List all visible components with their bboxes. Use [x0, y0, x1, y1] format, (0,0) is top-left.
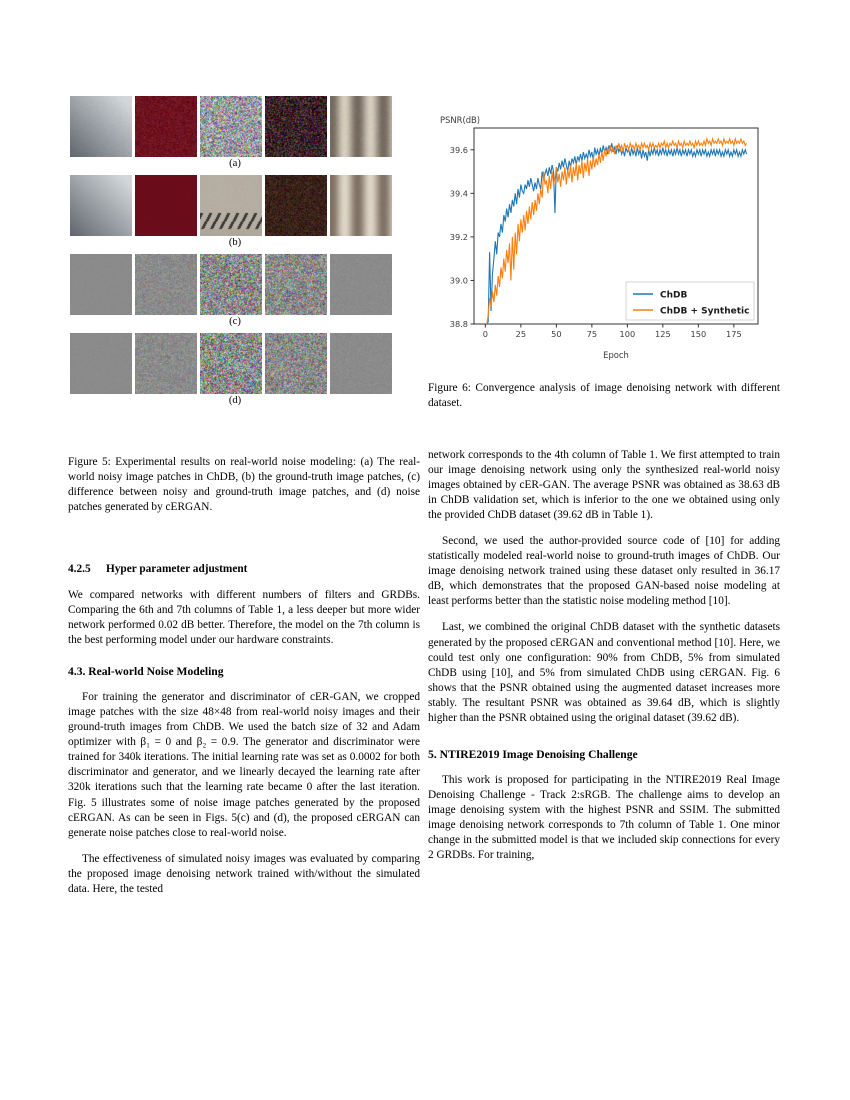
chart-x-tick-label: 0 — [482, 329, 488, 339]
patch-b-3 — [200, 175, 262, 236]
patch-d-5 — [330, 333, 392, 394]
patch-c-5 — [330, 254, 392, 315]
figure-5-caption-block — [68, 455, 420, 515]
spacer — [68, 577, 420, 588]
convergence-line-chart — [432, 112, 772, 364]
patch-a-3 — [200, 96, 262, 157]
chart-legend-label-2: ChDB + Synthetic — [660, 306, 750, 317]
spacer — [428, 609, 780, 620]
chart-y-tick-label: 39.4 — [449, 188, 468, 199]
figure-5-caption: Figure 5: Experimental results on real-world noise modeling: (a) The real-world noisy image patches in ChDB, (b) the ground-truth image patches, (c) difference between noisy and ground-truth image patches, and (d) noise patches generated by cERGAN. — [68, 456, 420, 514]
patch-row-a — [70, 96, 400, 157]
patch-a-4 — [265, 96, 327, 157]
paragraph-r4: This work is proposed for participating in the NTIRE2019 Real Image Denoising Challenge - Track 2:sRGB. The challenge aims to develop an image denoising system with the highest PSNR and SSIM. The submitted image denoising network corresponds to 7th column of Table 1. One minor change in the submitted model is that we included skip connections for every 2 GRDBs. For training, — [428, 773, 780, 862]
section-5-heading: 5. NTIRE2019 Image Denoising Challenge — [428, 747, 638, 761]
spacer — [428, 523, 780, 534]
subsection-4-2-5-title: Hyper parameter adjustment — [106, 563, 248, 575]
subsection-4-2-5-number: 4.2.5 — [68, 563, 91, 575]
figure-5-patch-grid — [70, 96, 400, 412]
patch-row-c — [70, 254, 400, 315]
patch-b-4 — [265, 175, 327, 236]
chart-x-tick-label: 150 — [690, 329, 707, 339]
chart-x-axis-label: Epoch — [603, 350, 629, 360]
patch-a-1 — [70, 96, 132, 157]
patch-d-3 — [200, 333, 262, 394]
patch-c-1 — [70, 254, 132, 315]
patch-b-2 — [135, 175, 197, 236]
patch-row-d — [70, 333, 400, 394]
paragraph-4-3-2: The effectiveness of simulated noisy images was evaluated by comparing the proposed image denoising network trained with/without the simulated data. Here, the tested — [68, 852, 420, 895]
paragraph-r1: network corresponds to the 4th column of Table 1. We first attempted to train our image denoising network using only the synthesized real-world noisy images obtained by cER-GAN. The average PSNR was obtained as 38.63 dB in ChDB validation set, which is inferior to the one we obtained using only the provided ChDB dataset (39.62 dB in Table 1). — [428, 449, 780, 522]
figure5-row-label-d: (d) — [228, 395, 242, 406]
chart-legend-label-1: ChDB — [660, 290, 688, 301]
chart-y-axis-label: PSNR(dB) — [440, 115, 481, 125]
chart-x-tick-label: 175 — [726, 329, 742, 339]
paragraph-r2: Second, we used the author-provided source code of [10] for adding statistically modeled real-world noise to ground-truth images of ChDB. Our image denoising network trained using these dataset only resulted in 36.17 dB, which demonstrates that the proposed GAN-based noise modeling at least performs better than the statistic noise modeling method [10]. — [428, 535, 780, 608]
spacer — [68, 648, 420, 664]
figure-6-convergence-chart — [432, 112, 772, 364]
figure5-row-label-a: (a) — [229, 158, 241, 169]
patch-c-2 — [135, 254, 197, 315]
patch-c-4 — [265, 254, 327, 315]
patch-d-2 — [135, 333, 197, 394]
spacer — [68, 679, 420, 690]
right-column-body — [428, 448, 780, 863]
chart-y-tick-label: 39.6 — [449, 144, 468, 155]
chart-x-tick-label: 100 — [619, 329, 636, 339]
figure5-row-label-b: (b) — [228, 237, 242, 248]
patch-a-2 — [135, 96, 197, 157]
subsection-4-2-5-heading — [68, 562, 420, 577]
section-4-3-heading: 4.3. Real-world Noise Modeling — [68, 665, 224, 679]
chart-x-tick-label: 75 — [586, 329, 598, 339]
chart-x-tick-label: 125 — [655, 329, 671, 339]
chart-y-tick-label: 38.8 — [449, 319, 468, 329]
chart-x-tick-label: 50 — [551, 329, 562, 339]
left-column-body — [68, 562, 420, 897]
spacer — [428, 726, 780, 747]
figure-6-caption: Figure 6: Convergence analysis of image denoising network with different dataset. — [428, 382, 780, 410]
chart-x-tick-label: 25 — [515, 329, 527, 339]
patch-d-1 — [70, 333, 132, 394]
patch-b-1 — [70, 175, 132, 236]
paragraph-4-2-5: We compared networks with different numbers of filters and GRDBs. Comparing the 6th and 7th columns of Table 1, a less deeper but more wider network performed 0.02 dB better. Therefore, the model on the 7th column is the best performing model under our hardware constraints. — [68, 589, 420, 647]
figure-6-caption-block — [428, 381, 780, 411]
patch-a-5 — [330, 96, 392, 157]
patch-d-4 — [265, 333, 327, 394]
paragraph-r3: Last, we combined the original ChDB dataset with the synthetic datasets generated by the proposed cERGAN and conventional method [10]. Here, we could test only one configuration: 90% from ChDB, 5% from simulated ChDB using [10], and 5% from simulated ChDB using cERGAN. Fig. 6 shows that the PSNR obtained using the augmented dataset increases more stably. The resultant PSNR was obtained as 39.64 dB, which is slightly higher than the PSNR obtained using the original dataset (39.62 dB). — [428, 621, 780, 724]
patch-c-3 — [200, 254, 262, 315]
paragraph-4-3-1: For training the generator and discriminator of cER-GAN, we cropped image patches with the size 48×48 from real-world noisy images and their ground-truth images from ChDB. We used the batch size of 32 and Adam optimizer with β₁ = 0 and β₂ = 0.9. The generator and discriminator were trained for 340k iterations. The initial learning rate was set as 0.0002 for both discriminator and generator, and we linearly decayed the learning rate after 320k iterations such that the learning rate became 0 after the last iteration. Fig. 5 illustrates some of noise image patches generated by the proposed cERGAN. As can be seen in Figs. 5(c) and (d), the proposed cERGAN can generate noise patches close to real-world noise. — [68, 691, 420, 839]
spacer — [68, 841, 420, 852]
spacer — [428, 762, 780, 773]
chart-y-tick-label: 39.2 — [449, 231, 468, 242]
patch-row-b — [70, 175, 400, 236]
figure5-row-label-c: (c) — [229, 316, 241, 327]
chart-y-tick-label: 39.0 — [449, 275, 468, 286]
patch-b-5 — [330, 175, 392, 236]
